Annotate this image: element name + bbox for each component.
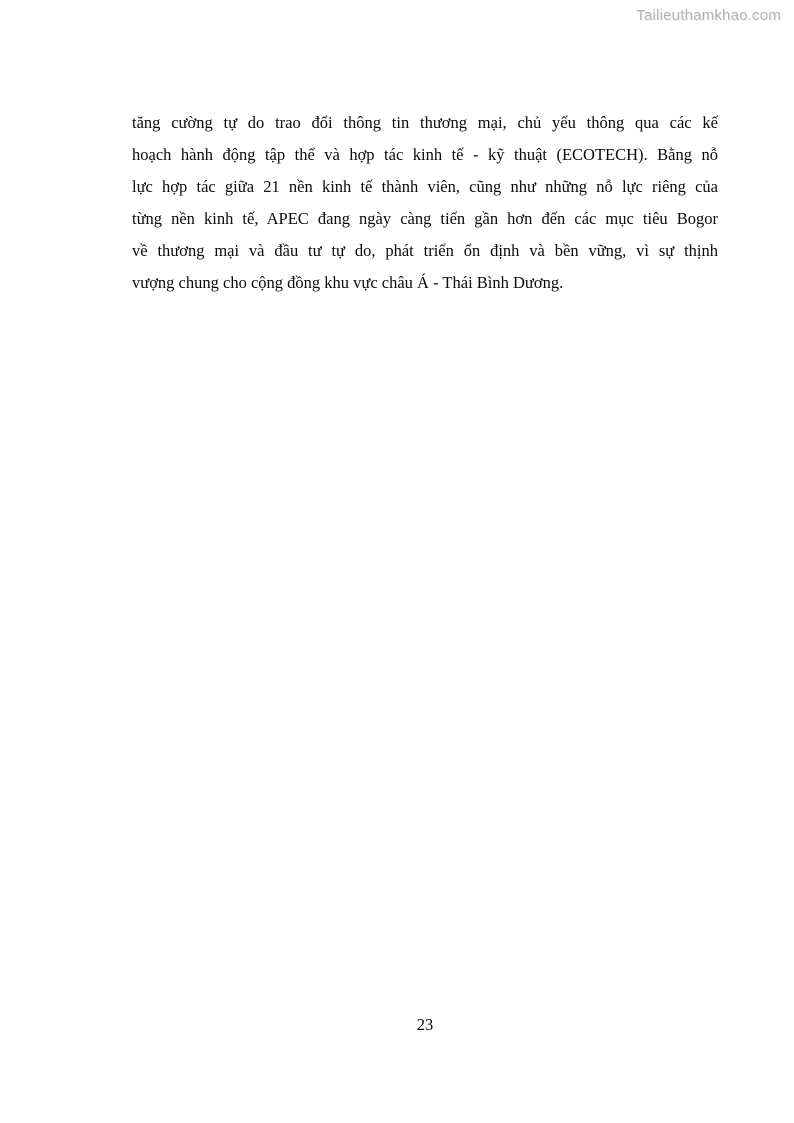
paragraph-line: tăng cường tự do trao đổi thông tin thương mại, chủ yếu thông qua các kế (132, 113, 718, 132)
paragraph-line: hoạch hành động tập thể và hợp tác kinh tế - kỹ thuật (ECOTECH). Bằng nỗ (132, 145, 718, 164)
paragraph-line: về thương mại và đầu tư tự do, phát triển ổn định và bền vững, vì sự thịnh (132, 241, 718, 260)
watermark-text: Tailieuthamkhao.com (636, 7, 781, 24)
paragraph-line: từng nền kinh tế, APEC đang ngày càng tiến gần hơn đến các mục tiêu Bogor (132, 209, 718, 228)
page-number: 23 (416, 1015, 434, 1034)
body-paragraph (132, 107, 718, 299)
paragraph-line: lực hợp tác giữa 21 nền kinh tế thành viên, cũng như những nỗ lực riêng của (132, 177, 718, 196)
paragraph-line: vượng chung cho cộng đồng khu vực châu Á - Thái Bình Dương. (132, 273, 564, 292)
